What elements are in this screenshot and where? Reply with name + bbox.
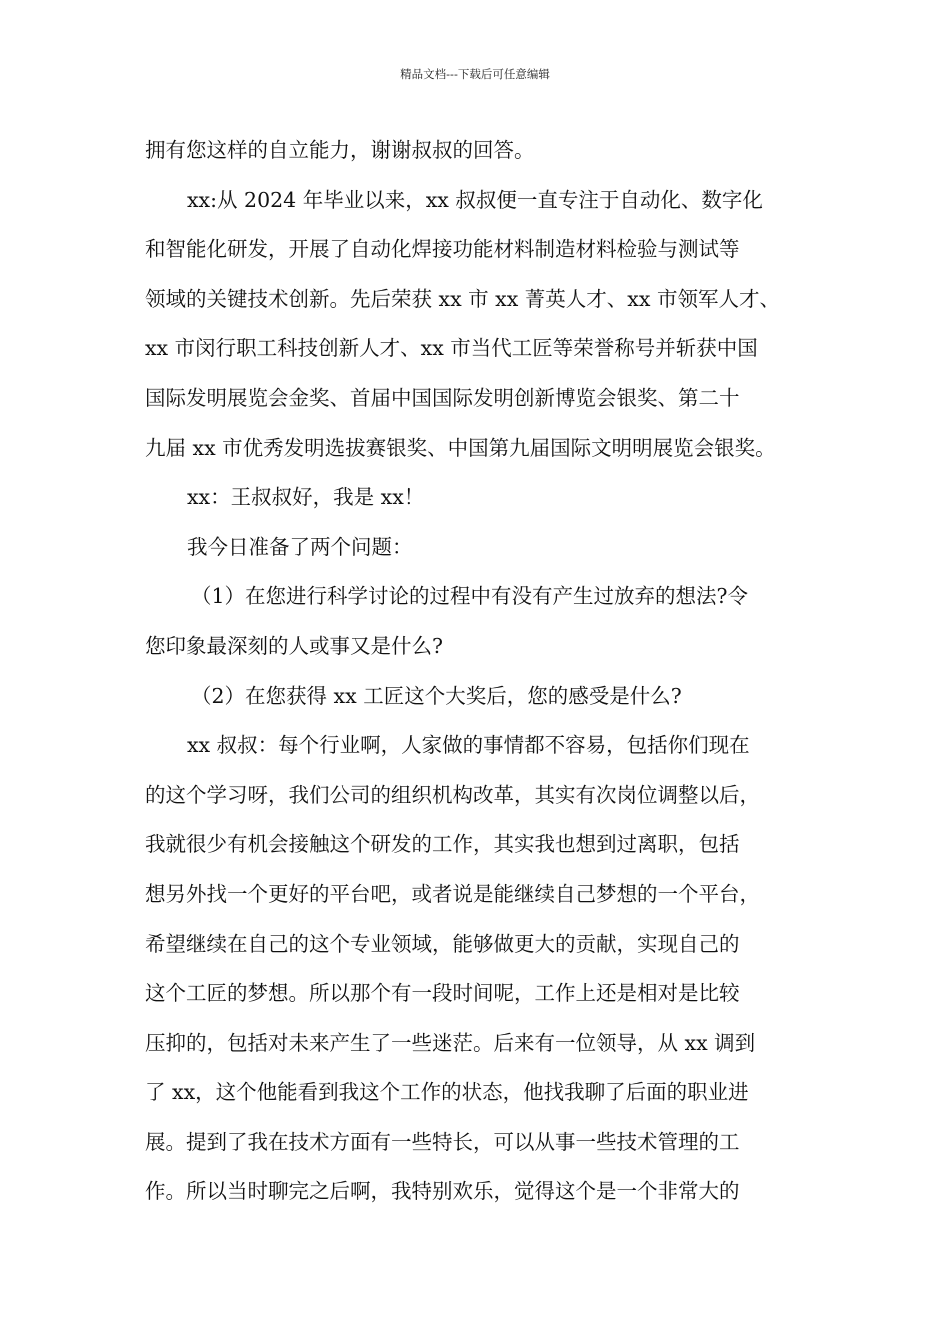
text-line: 领域的关键技术创新。先后荣获 xx 市 xx 菁英人才、xx 市领军人才、 — [145, 286, 780, 311]
text-line: 和智能化研发，开展了自动化焊接功能材料制造材料检验与测试等 — [145, 237, 740, 262]
text-line: 压抑的，包括对未来产生了一些迷茫。后来有一位领导，从 xx 调到 — [145, 1030, 756, 1055]
text-line: 您印象最深刻的人或事又是什么? — [145, 633, 443, 658]
text-line: 拥有您这样的自立能力，谢谢叔叔的回答。 — [145, 138, 535, 162]
text-line: 我今日准备了两个问题： — [187, 534, 413, 559]
text-line: xx：王叔叔好，我是 xx！ — [187, 485, 425, 510]
text-line: 我就很少有机会接触这个研发的工作，其实我也想到过离职，包括 — [145, 832, 740, 857]
text-line: 九届 xx 市优秀发明选拔赛银奖、中国第九届国际文明明展览会银奖。 — [145, 435, 776, 460]
text-line: 这个工匠的梦想。所以那个有一段时间呢，工作上还是相对是比较 — [145, 981, 740, 1006]
text-line: xx 叔叔：每个行业啊，人家做的事情都不容易，包括你们现在 — [187, 733, 750, 758]
text-line: xx 市闵行职工科技创新人才、xx 市当代工匠等荣誉称号并斩获中国 — [145, 336, 758, 361]
document-body — [145, 126, 825, 1217]
text-line: 国际发明展览会金奖、首届中国国际发明创新博览会银奖、第二十 — [145, 385, 740, 410]
text-line: （1）在您进行科学讨论的过程中有没有产生过放弃的想法?令 — [191, 584, 749, 609]
text-line: 的这个学习呀，我们公司的组织机构改革，其实有次岗位调整以后， — [145, 782, 760, 807]
text-line: 展。提到了我在技术方面有一些特长，可以从事一些技术管理的工 — [145, 1129, 740, 1154]
text-line: 了 xx，这个他能看到我这个工作的状态，他找我聊了后面的职业进 — [145, 1080, 749, 1105]
text-line: xx:从 2024 年毕业以来，xx 叔叔便一直专注于自动化、数字化 — [187, 187, 763, 212]
text-line: 想另外找一个更好的平台吧，或者说是能继续自己梦想的一个平台， — [145, 881, 760, 906]
text-line: 希望继续在自己的这个专业领域，能够做更大的贡献，实现自己的 — [145, 931, 740, 956]
page-header: 精品文档---下载后可任意编辑 — [400, 67, 550, 81]
text-line: （2）在您获得 xx 工匠这个大奖后，您的感受是什么? — [191, 683, 682, 708]
text-line: 作。所以当时聊完之后啊，我特别欢乐，觉得这个是一个非常大的 — [145, 1179, 740, 1204]
